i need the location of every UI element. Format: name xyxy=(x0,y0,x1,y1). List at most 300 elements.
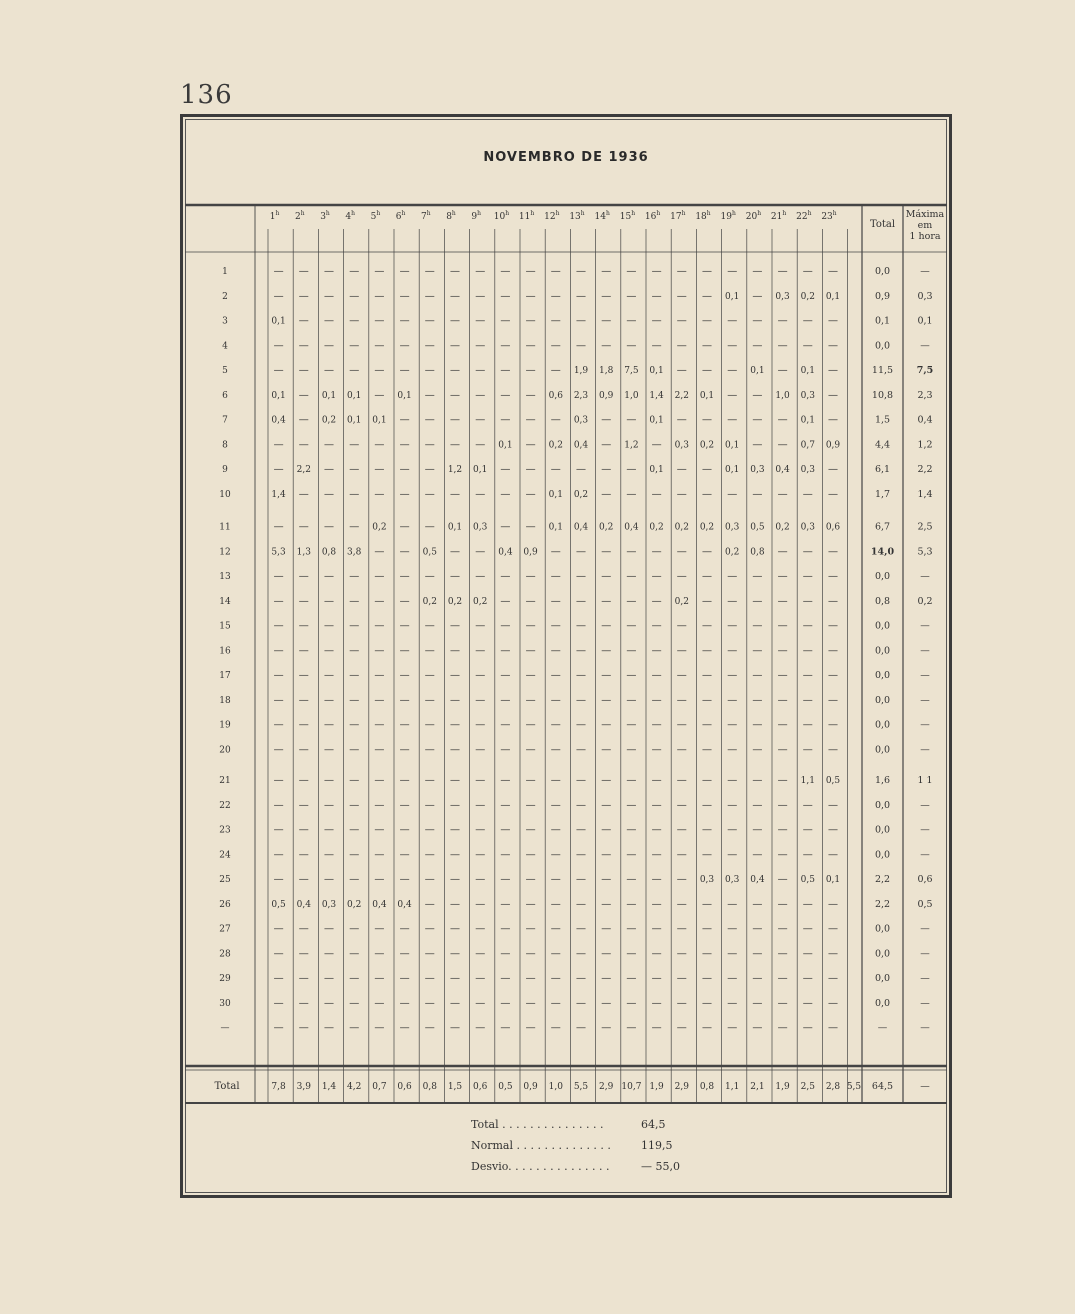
cell-value: — xyxy=(651,595,662,607)
cell-value: — xyxy=(450,923,460,935)
cell-value: — xyxy=(475,488,486,500)
row-max: 0,2 xyxy=(917,595,933,607)
cell-value: — xyxy=(752,670,763,681)
cell-value: 0,5 xyxy=(422,547,437,558)
cell-value: — xyxy=(752,340,763,352)
cell-value: — xyxy=(576,1022,586,1034)
cell-value: — xyxy=(676,799,687,811)
cell-value: — xyxy=(450,719,460,731)
cell-value: — xyxy=(324,775,334,786)
cell-value: — xyxy=(626,775,637,786)
cell-value: 0,2 xyxy=(447,596,463,607)
cell-value: — xyxy=(702,898,712,910)
row-max: 0,1 xyxy=(917,315,933,327)
cell-value: — xyxy=(601,1022,612,1034)
cell-value: — xyxy=(601,414,612,426)
row-day-label: 10 xyxy=(219,489,231,500)
cell-value: — xyxy=(298,571,309,582)
cell-value: — xyxy=(550,340,561,352)
cell-value: — xyxy=(525,849,536,861)
cell-value: — xyxy=(324,719,334,731)
cell-value: — xyxy=(828,488,838,500)
cell-value: — xyxy=(702,571,712,582)
cell-value: — xyxy=(500,521,511,533)
cell-value: — xyxy=(576,719,586,731)
row-total: 0,0 xyxy=(874,645,891,657)
cell-value: — xyxy=(298,799,309,811)
cell-value: — xyxy=(651,488,662,500)
cell-value: — xyxy=(500,266,511,277)
cell-value: — xyxy=(601,849,612,861)
cell-value: 0,6 xyxy=(825,522,841,533)
cell-value: — xyxy=(374,849,385,861)
row-day-label: 6 xyxy=(222,390,228,401)
cell-value: — xyxy=(525,898,536,910)
cell-value: 0,4 xyxy=(271,415,286,426)
cell-value: — xyxy=(450,266,460,277)
row-max: — xyxy=(920,340,930,352)
cell-value: — xyxy=(651,340,662,352)
cell-value: — xyxy=(802,824,813,836)
cell-value: — xyxy=(727,340,738,352)
cell-value: — xyxy=(374,340,385,352)
cell-value: — xyxy=(752,824,763,836)
cell-value: — xyxy=(298,973,309,984)
cell-value: — xyxy=(298,290,309,302)
cell-value: — xyxy=(525,571,536,582)
cell-value: — xyxy=(298,694,309,706)
cell-value: — xyxy=(298,874,309,885)
cell-value: — xyxy=(576,670,586,681)
cell-value: — xyxy=(601,719,612,731)
cell-value: — xyxy=(273,775,284,786)
cell-value: — xyxy=(550,1022,561,1034)
cell-value: — xyxy=(550,824,561,836)
row-day-label: 20 xyxy=(219,745,231,756)
cell-value: — xyxy=(399,315,410,327)
hour-header: 6$^h$ xyxy=(395,210,406,222)
cell-value: — xyxy=(525,315,536,327)
cell-value: — xyxy=(676,923,687,935)
cell-value: — xyxy=(273,595,284,607)
cell-value: — xyxy=(399,973,410,984)
cell-value: — xyxy=(399,488,410,500)
cell-value: — xyxy=(298,719,309,731)
cell-value: — xyxy=(424,799,435,811)
cell-value: 0,2 xyxy=(674,596,689,607)
cell-value: — xyxy=(802,898,813,910)
row-day-label: 4 xyxy=(222,341,228,352)
cell-value: — xyxy=(349,997,360,1009)
cell-value: — xyxy=(475,571,486,582)
cell-value: — xyxy=(802,595,813,607)
cell-value: — xyxy=(298,775,309,786)
cell-value: — xyxy=(626,824,637,836)
cell-value: — xyxy=(424,521,435,533)
cell-value: 0,7 xyxy=(800,440,815,451)
cell-value: — xyxy=(374,670,385,681)
cell-value: — xyxy=(727,694,738,706)
cell-value: — xyxy=(525,719,536,731)
cell-value: — xyxy=(626,1022,637,1034)
cell-value: — xyxy=(500,694,511,706)
cell-value: — xyxy=(424,898,435,910)
cell-value: — xyxy=(525,744,536,756)
cell-value: — xyxy=(828,365,838,376)
row-day-label: — xyxy=(220,1023,230,1034)
cell-value: 0,4 xyxy=(750,875,765,885)
row-max: 0,4 xyxy=(917,414,933,426)
cell-value: 0,3 xyxy=(674,440,689,451)
cell-value: — xyxy=(676,973,687,984)
cell-value: 0,1 xyxy=(548,489,563,500)
cell-value: — xyxy=(576,571,586,582)
row-day-label: 9 xyxy=(222,465,228,475)
cell-value: — xyxy=(298,595,309,607)
cell-value: — xyxy=(676,849,687,861)
cell-value: — xyxy=(324,488,334,500)
cell-value: — xyxy=(500,571,511,582)
cell-value: — xyxy=(399,521,410,533)
cell-value: — xyxy=(298,340,309,352)
cell-value: — xyxy=(424,874,435,885)
cell-value: — xyxy=(273,439,284,451)
cell-value: 0,5 xyxy=(271,899,286,910)
cell-value: — xyxy=(676,670,687,681)
cell-value: — xyxy=(550,546,561,558)
cell-value: — xyxy=(399,849,410,861)
cell-value: — xyxy=(374,488,385,500)
row-total: 10,8 xyxy=(871,389,894,401)
row-day-label: 28 xyxy=(219,949,231,960)
cell-value: — xyxy=(475,719,486,731)
row-total: 0,8 xyxy=(874,595,891,607)
cell-value: — xyxy=(324,849,334,861)
cell-value: — xyxy=(576,464,586,475)
cell-value: — xyxy=(752,488,763,500)
cell-value: — xyxy=(828,799,838,811)
cell-value: — xyxy=(399,365,410,376)
row-max: — xyxy=(920,719,930,731)
cell-value: — xyxy=(525,595,536,607)
cell-value: — xyxy=(374,290,385,302)
cell-value: — xyxy=(500,824,511,836)
cell-value: — xyxy=(550,464,561,475)
cell-value: — xyxy=(374,546,385,558)
cell-value: — xyxy=(475,340,486,352)
cell-value: — xyxy=(828,1022,838,1034)
cell-value: — xyxy=(399,948,410,960)
cell-value: — xyxy=(828,719,838,731)
cell-value: — xyxy=(727,744,738,756)
row-total: 0,0 xyxy=(874,670,891,681)
totals-row-value: 0,5 xyxy=(498,1082,513,1092)
cell-value: — xyxy=(601,315,612,327)
cell-value: — xyxy=(424,340,435,352)
cell-value: — xyxy=(500,670,511,681)
cell-value: — xyxy=(576,744,586,756)
cell-value: — xyxy=(752,439,763,451)
cell-value: — xyxy=(576,898,586,910)
cell-value: — xyxy=(626,340,637,352)
cell-value: — xyxy=(752,414,763,426)
cell-value: — xyxy=(828,694,838,706)
cell-value: — xyxy=(475,898,486,910)
hour-header: 20$^h$ xyxy=(745,210,762,222)
cell-value: 0,1 xyxy=(372,415,387,426)
cell-value: — xyxy=(651,1022,662,1034)
cell-value: — xyxy=(576,620,586,632)
cell-value: — xyxy=(525,290,536,302)
cell-value: — xyxy=(601,488,612,500)
cell-value: — xyxy=(727,799,738,811)
cell-value: — xyxy=(424,439,435,451)
summary-label: Normal . . . . . . . . . . . . . . xyxy=(471,1139,611,1152)
cell-value: — xyxy=(702,315,712,327)
cell-value: — xyxy=(651,571,662,582)
cell-value: — xyxy=(601,266,612,277)
cell-value: — xyxy=(374,997,385,1009)
cell-value: — xyxy=(525,439,536,451)
cell-value: — xyxy=(374,719,385,731)
cell-value: — xyxy=(450,645,460,657)
cell-value: 0,3 xyxy=(699,875,715,885)
cell-value: — xyxy=(676,365,687,376)
cell-value: 1,1 xyxy=(800,776,815,786)
cell-value: — xyxy=(550,997,561,1009)
hour-header: 1$^h$ xyxy=(269,210,280,222)
cell-value: — xyxy=(702,849,712,861)
cell-value: 0,2 xyxy=(422,596,437,607)
hour-header: 23$^h$ xyxy=(821,210,837,222)
summary-row-desvio xyxy=(185,1160,947,1181)
cell-value: — xyxy=(651,973,662,984)
cell-value: — xyxy=(777,824,788,836)
cell-value: — xyxy=(273,266,284,277)
cell-value: — xyxy=(525,775,536,786)
cell-value: 0,4 xyxy=(498,547,513,558)
cell-value: — xyxy=(349,439,360,451)
cell-value: — xyxy=(273,694,284,706)
cell-value: — xyxy=(550,694,561,706)
cell-value: — xyxy=(324,874,334,885)
cell-value: — xyxy=(525,948,536,960)
cell-value: — xyxy=(828,620,838,632)
cell-value: — xyxy=(298,414,309,426)
cell-value: — xyxy=(727,670,738,681)
cell-value: — xyxy=(475,439,486,451)
cell-value: — xyxy=(298,948,309,960)
cell-value: 0,4 xyxy=(397,899,412,910)
cell-value: 0,2 xyxy=(548,440,563,451)
cell-value: — xyxy=(525,340,536,352)
cell-value: — xyxy=(802,719,813,731)
cell-value: — xyxy=(500,948,511,960)
cell-value: — xyxy=(777,340,788,352)
cell-value: — xyxy=(374,389,385,401)
cell-value: — xyxy=(828,595,838,607)
cell-value: — xyxy=(324,571,334,582)
row-total: 0,0 xyxy=(874,923,891,935)
cell-value: — xyxy=(626,620,637,632)
cell-value: — xyxy=(550,775,561,786)
cell-value: — xyxy=(298,315,309,327)
cell-value: 1,4 xyxy=(649,390,664,401)
row-total: 11,5 xyxy=(871,365,894,376)
cell-value: — xyxy=(424,670,435,681)
totals-row-value: 2,9 xyxy=(674,1082,689,1092)
cell-value: — xyxy=(802,997,813,1009)
cell-value: — xyxy=(626,973,637,984)
cell-value: — xyxy=(424,290,435,302)
cell-value: — xyxy=(424,849,435,861)
totals-row-value: 1,5 xyxy=(447,1082,463,1092)
cell-value: — xyxy=(324,315,334,327)
cell-value: — xyxy=(802,1022,813,1034)
cell-value: 0,3 xyxy=(725,875,740,885)
cell-value: — xyxy=(374,571,385,582)
cell-value: — xyxy=(374,266,385,277)
cell-value: — xyxy=(676,898,687,910)
cell-value: — xyxy=(702,414,712,426)
page-number: 136 xyxy=(180,80,233,110)
cell-value: 0,2 xyxy=(347,899,362,910)
row-max: — xyxy=(920,923,930,935)
cell-value: — xyxy=(475,849,486,861)
cell-value: — xyxy=(828,849,838,861)
cell-value: — xyxy=(475,948,486,960)
cell-value: — xyxy=(399,546,410,558)
row-max: 0,5 xyxy=(917,898,933,910)
cell-value: 0,3 xyxy=(800,465,815,475)
cell-value: — xyxy=(525,620,536,632)
hour-header: 12$^h$ xyxy=(544,210,560,222)
summary-value: 64,5 xyxy=(641,1118,666,1131)
cell-value: 0,1 xyxy=(725,440,740,451)
cell-value: — xyxy=(273,571,284,582)
row-total: 0,0 xyxy=(874,799,891,811)
cell-value: — xyxy=(374,464,385,475)
cell-value: — xyxy=(777,923,788,935)
cell-value: 0,9 xyxy=(523,547,538,558)
row-max: 2,5 xyxy=(917,521,933,533)
cell-value: — xyxy=(399,719,410,731)
cell-value: 0,9 xyxy=(825,440,841,451)
cell-value: — xyxy=(702,694,712,706)
cell-value: 0,5 xyxy=(800,875,815,885)
cell-value: — xyxy=(752,571,763,582)
cell-value: — xyxy=(399,340,410,352)
cell-value: — xyxy=(500,744,511,756)
row-max: — xyxy=(920,694,930,706)
cell-value: — xyxy=(727,645,738,657)
hour-header: 21$^h$ xyxy=(770,210,787,222)
cell-value: — xyxy=(374,439,385,451)
cell-value: — xyxy=(676,571,687,582)
cell-value: — xyxy=(324,824,334,836)
cell-value: — xyxy=(601,874,612,885)
hour-header: 17$^h$ xyxy=(670,210,686,222)
cell-value: — xyxy=(349,290,360,302)
cell-value: 0,9 xyxy=(599,390,614,401)
cell-value: — xyxy=(374,694,385,706)
cell-value: — xyxy=(651,923,662,935)
cell-value: — xyxy=(475,620,486,632)
cell-value: — xyxy=(450,315,460,327)
totals-row-value: 2,8 xyxy=(825,1082,841,1092)
cell-value: — xyxy=(475,389,486,401)
cell-value: — xyxy=(450,874,460,885)
cell-value: — xyxy=(374,948,385,960)
cell-value: — xyxy=(802,799,813,811)
cell-value: — xyxy=(399,670,410,681)
cell-value: — xyxy=(576,340,586,352)
cell-value: — xyxy=(702,997,712,1009)
cell-value: — xyxy=(298,266,309,277)
cell-value: 0,4 xyxy=(624,522,639,533)
cell-value: — xyxy=(802,744,813,756)
cell-value: — xyxy=(349,521,360,533)
cell-value: — xyxy=(626,290,637,302)
cell-value: — xyxy=(349,923,360,935)
cell-value: 0,1 xyxy=(271,316,286,327)
cell-value: — xyxy=(424,824,435,836)
summary-label: Total . . . . . . . . . . . . . . . xyxy=(471,1118,604,1131)
row-max: 1 1 xyxy=(917,775,933,786)
cell-value: 0,1 xyxy=(321,390,337,401)
cell-value: — xyxy=(475,694,486,706)
cell-value: — xyxy=(626,874,637,885)
cell-value: 1,2 xyxy=(624,440,639,451)
cell-value: 0,2 xyxy=(800,291,815,302)
cell-value: — xyxy=(298,923,309,935)
cell-value: — xyxy=(752,973,763,984)
max-header: 1 hora xyxy=(909,231,941,242)
cell-value: — xyxy=(828,997,838,1009)
cell-value: 1,3 xyxy=(296,547,311,558)
cell-value: — xyxy=(500,340,511,352)
cell-value: — xyxy=(273,719,284,731)
cell-value: — xyxy=(349,849,360,861)
cell-value: — xyxy=(752,1022,763,1034)
row-max: — xyxy=(920,997,930,1009)
cell-value: — xyxy=(651,849,662,861)
cell-value: — xyxy=(500,315,511,327)
row-max: — xyxy=(920,670,930,681)
row-total: 0,0 xyxy=(874,948,891,960)
cell-value: — xyxy=(298,389,309,401)
cell-value: — xyxy=(424,488,435,500)
cell-value: — xyxy=(374,620,385,632)
cell-value: 0,1 xyxy=(397,390,412,401)
cell-value: 0,3 xyxy=(750,465,765,475)
cell-value: — xyxy=(273,340,284,352)
row-day-label: 13 xyxy=(219,572,231,582)
summary-value: 119,5 xyxy=(641,1139,673,1152)
cell-value: — xyxy=(349,464,360,475)
cell-value: — xyxy=(777,488,788,500)
cell-value: — xyxy=(349,799,360,811)
cell-value: — xyxy=(651,694,662,706)
cell-value: — xyxy=(828,571,838,582)
row-max: 1,2 xyxy=(917,439,933,451)
cell-value: — xyxy=(399,595,410,607)
cell-value: — xyxy=(777,719,788,731)
cell-value: — xyxy=(500,1022,511,1034)
row-max: — xyxy=(920,620,930,632)
cell-value: — xyxy=(626,694,637,706)
row-day-label: 8 xyxy=(222,440,228,451)
